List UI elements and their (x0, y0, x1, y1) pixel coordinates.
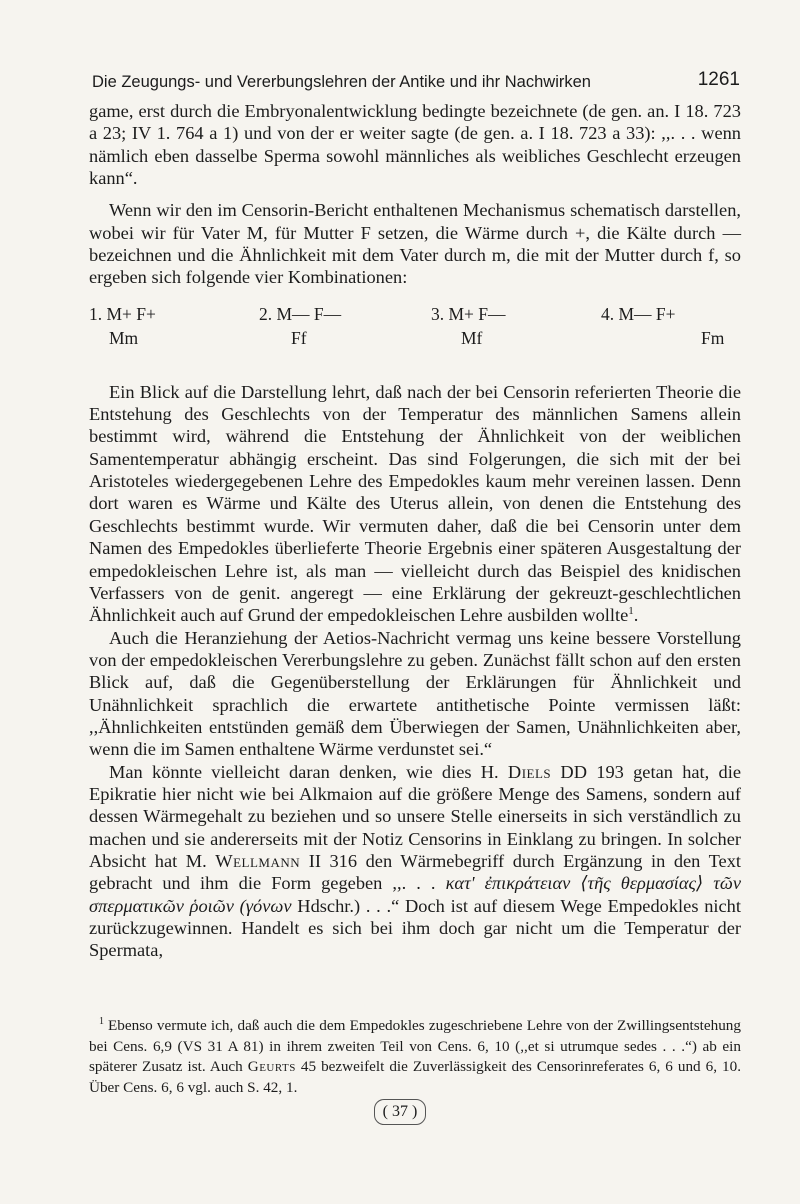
combination-parents: M— F— (276, 303, 342, 324)
page-number: 1261 (697, 69, 740, 90)
combination-number: 3. (431, 303, 445, 324)
running-title: Die Zeugungs- und Vererbungslehren der Antike und ihr Nachwirken (92, 73, 591, 91)
folio-number: ( 37 ) (374, 1099, 427, 1125)
combinations-table (89, 303, 741, 363)
combination-number: 2. (259, 303, 273, 324)
author-name-diels: Diels (507, 761, 552, 782)
combination-result: Mf (461, 327, 483, 348)
author-name-wellmann: Wellmann (215, 850, 301, 871)
paragraph-continued: game, erst durch die Embryonalentwicklung bedingte bezeichnete (de gen. an. I 18. 723 a 23; IV 1. 764 a 1) und von der er weiter sagte (de gen. a. I 18. 723 a 33): ,,. . . wenn nämlich eben dasselbe Sperma sowohl männliches als weibliches Geschlecht erzeugen kann“. (89, 101, 741, 189)
paragraph-analysis: Ein Blick auf die Darstellung lehrt, daß nach der bei Censorin referierten Theorie die Entstehung des Geschlechts von der Temperatur des männlichen Samens allein bestimmt wird, während die Entstehung der Ähnlichkeit von der weiblichen Samentemperatur abhängig erscheint. Das sind Folgerungen, die sich mit der bei Aristoteles wiedergegebenen Lehre des Empedokles kaum mehr vereinen lassen. Denn dort waren es Wärme und Kälte des Uterus allein, von denen die Entstehung des Geschlechts bestimmt wurde. Wir vermuten daher, daß die bei Censorin unter dem Namen des Empedokles überlieferte Theorie Ergebnis einer späteren Ausgestaltung der empedokleischen Lehre ist, als man — vielleicht durch das Beispiel des knidischen Verfassers von de genit. angeregt — eine Erklärung der gekreuzt-geschlechtlichen Ähnlichkeit auch auf Grund der empedokleischen Lehre ausbilden wollte$^1$. (89, 381, 741, 626)
footnote-mark: 1 (99, 1015, 104, 1027)
combination-number: 1. (89, 303, 103, 324)
folio (0, 1099, 800, 1125)
combination-parents: M+ F— (448, 303, 506, 324)
combination-result: Mm (109, 327, 139, 348)
combination-parents: M— F+ (618, 303, 676, 324)
greek-quotation: κατ' ἐπικράτειαν ⟨τῆς θερμασίας⟩ τῶν σπερματικῶν ῥοιῶν (γόνων (89, 873, 741, 916)
paragraph-schema-intro: Wenn wir den im Censorin-Bericht enthaltenen Mechanismus schematisch darstellen, wobei wir für Vater M, für Mutter F setzen, die Wärme durch +, die Kälte durch — bezeichnen und die Ähnlichkeit mit dem Vater durch m, die mit der Mutter durch f, so ergeben sich folgende vier Kombinationen: (89, 200, 741, 288)
footnote-reference: 1 (628, 605, 634, 618)
combination-result: Ff (291, 327, 307, 348)
paragraph-aetios: Auch die Heranziehung der Aetios-Nachricht vermag uns keine bessere Vorstellung von der empedokleischen Vererbungslehre zu geben. Zunächst fällt schon auf den ersten Blick auf, daß die Gegenüberstellung der Erklärungen für Ähnlichkeit und Unähnlichkeit sprachlich die erwartete antithetische Pointe vermissen läßt: ,,Ähnlichkeiten entstünden gemäß dem Überwiegen der Samen, Unähnlichkeiten aber, wenn die im Samen enthaltene Wärme verdunstet sei.“ (89, 627, 741, 760)
author-name-geurts: Geurts (247, 1058, 296, 1076)
combination-result: Fm (701, 327, 725, 348)
paragraph-diels: Man könnte vielleicht daran denken, wie dies H. Diels DD 193 getan hat, die Epikratie hier nicht wie bei Alkmaion auf die größere Menge des Samens, sondern auf dessen Wärmegehalt zu beziehen und so unsere Stelle einerseits in sich verständlich zu machen und sie andererseits mit der Notiz Censorins in Einklang zu bringen. In solcher Absicht hat M. Wellmann II 316 den Wärmebegriff durch Ergänzung in den Text gebracht und ihm die Form gegeben ,,. . . κατ' ἐπικράτειαν ⟨τῆς θερμασίας⟩ τῶν σπερματικῶν ῥοιῶν (γόνων Hdschr.) . . .“ Doch ist auf diesem Wege Empedokles nicht zurückzugewinnen. Handelt es sich bei ihm doch gar nicht um die Temperatur der Spermata, (89, 761, 741, 961)
combination-parents: M+ F+ (106, 303, 156, 324)
running-header (92, 69, 740, 96)
combination-number: 4. (601, 303, 615, 324)
footnote: $^1$ Ebenso vermute ich, daß auch die dem Empedokles zugeschriebene Lehre von der Zwillingsentstehung bei Cens. 6,9 (VS 31 A 81) in ihrem zweiten Teil von Cens. 6, 10 (,,et si utrumque sedes . . .“) ab ein späterer Zusatz ist. Auch Geurts 45 bezweifelt die Zuverlässigkeit des Censorinreferates 6, 6 und 6, 10. Über Cens. 6, 6 vgl. auch S. 42, 1. (89, 1015, 742, 1096)
body-text (89, 100, 741, 962)
